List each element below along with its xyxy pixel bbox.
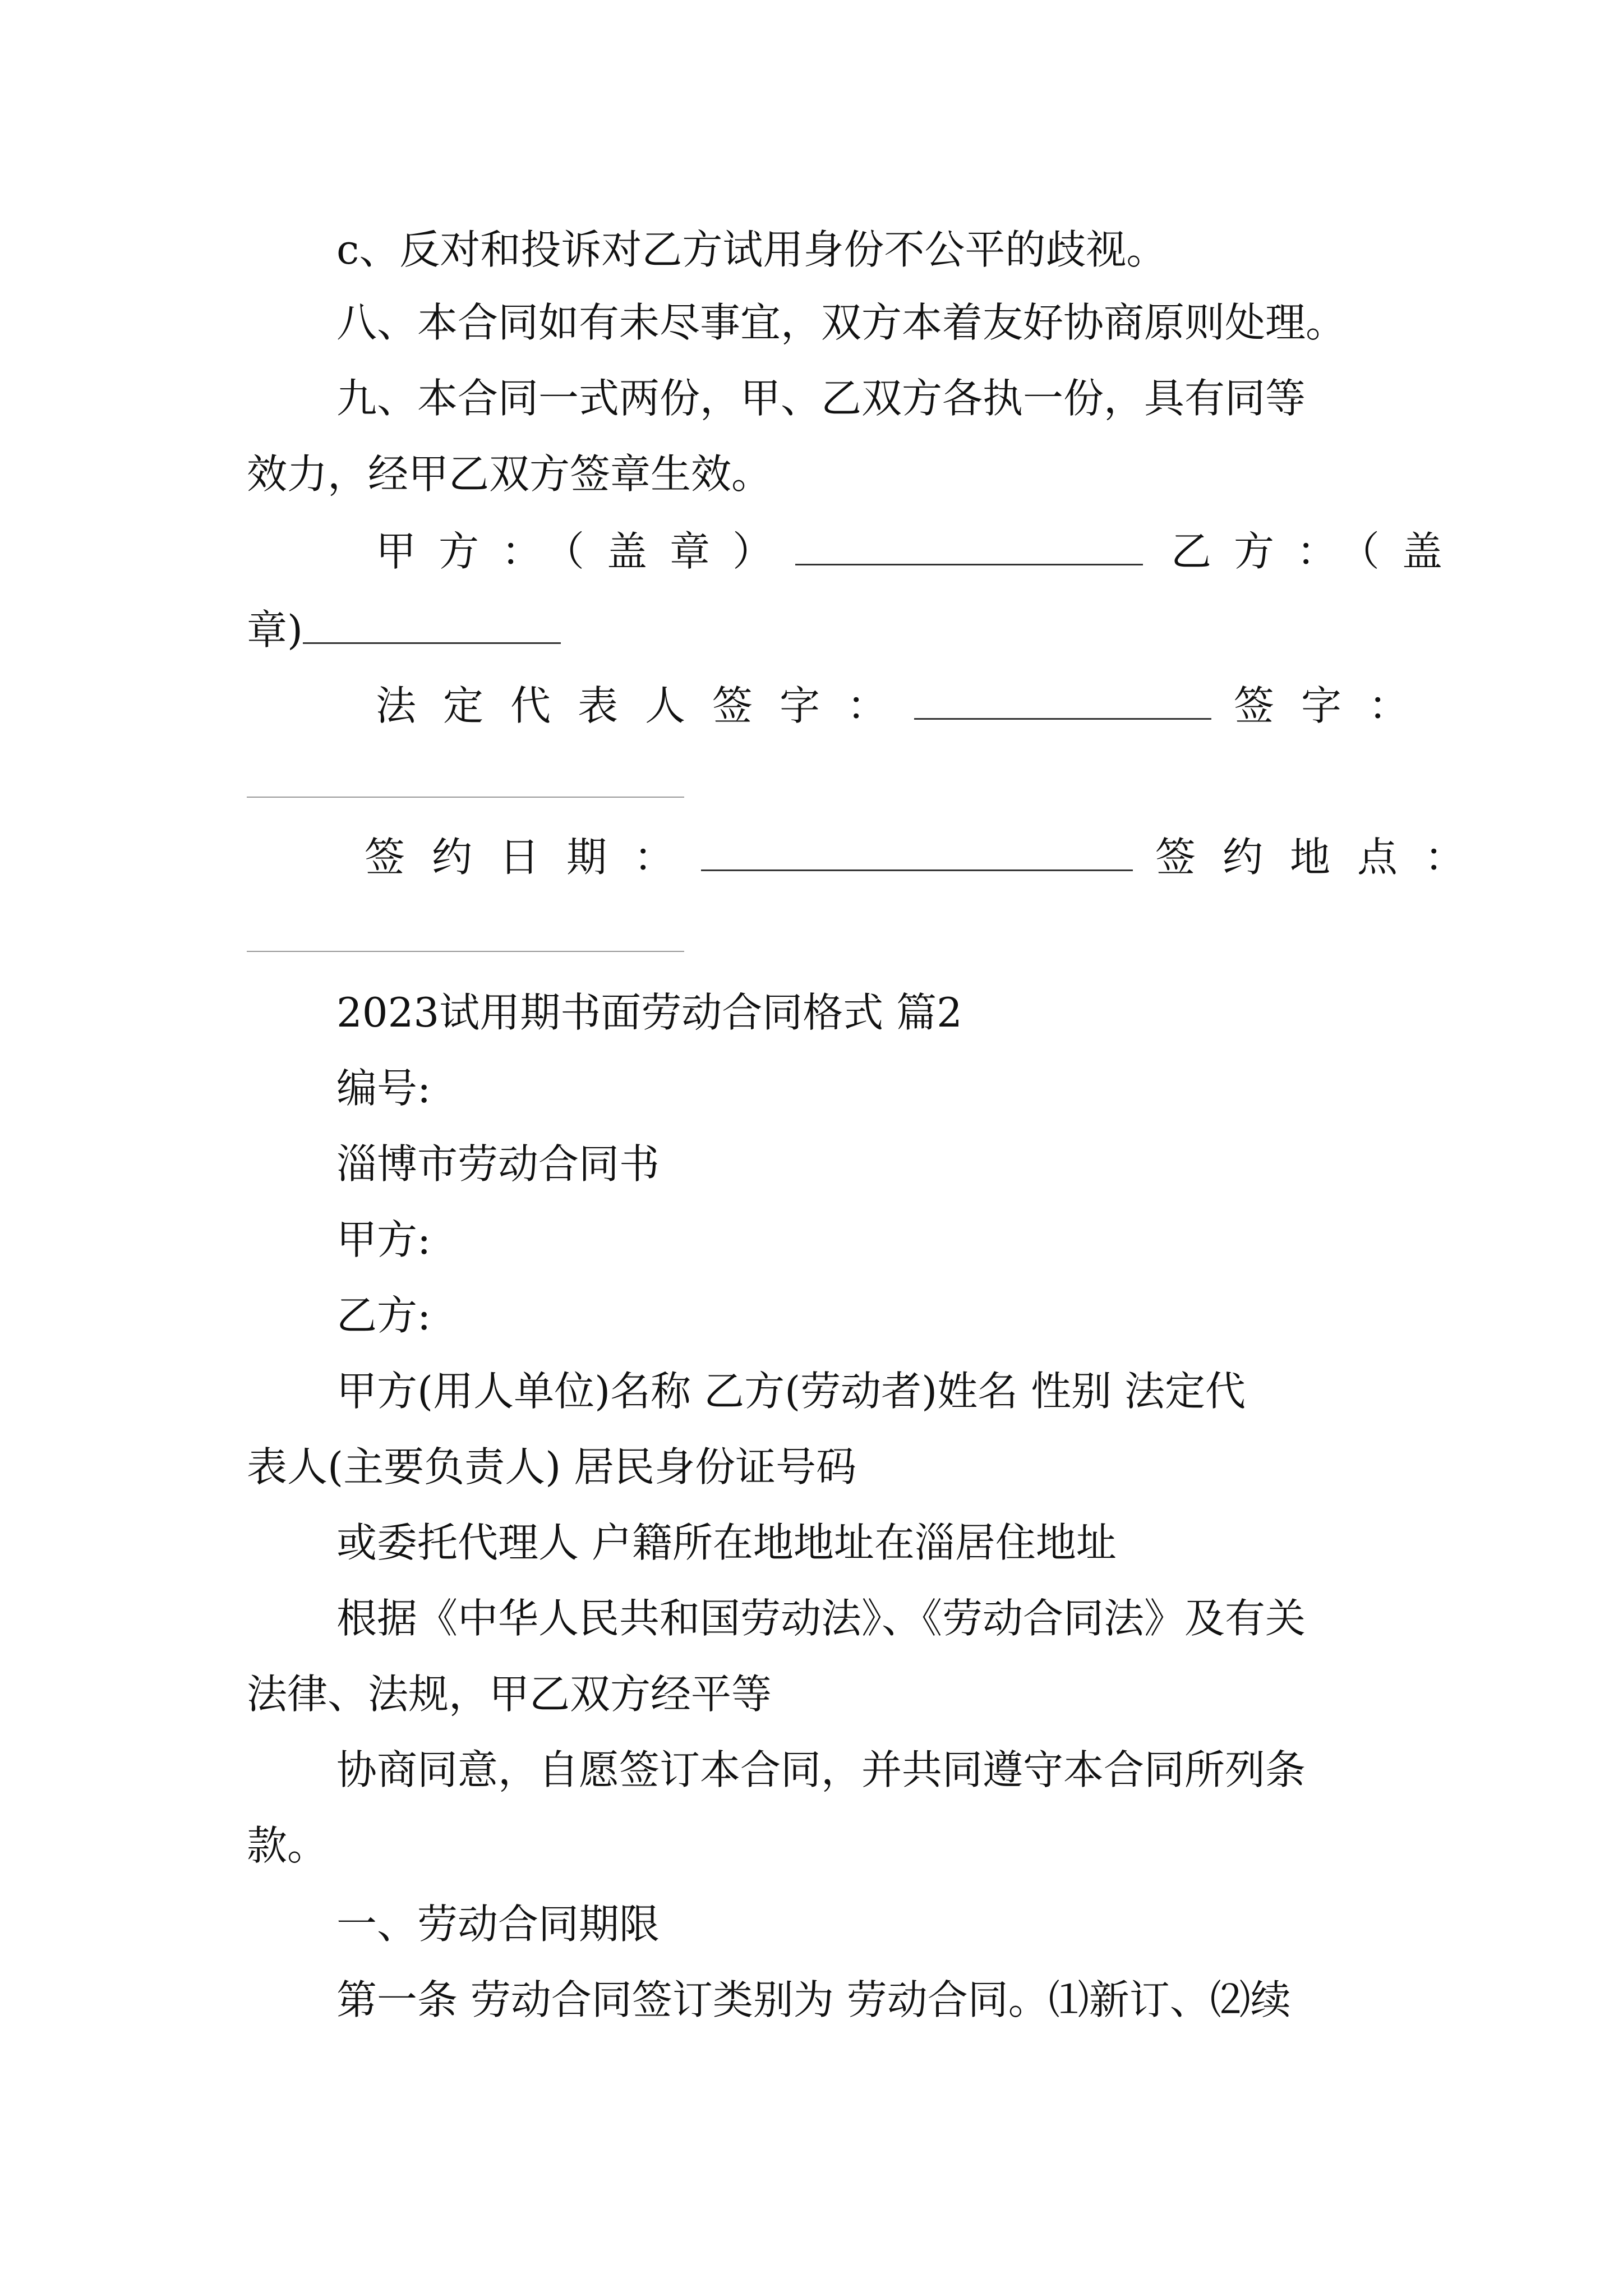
party-b-blank bbox=[303, 603, 561, 644]
signature-party-row bbox=[247, 524, 1465, 577]
party-a-blank bbox=[795, 524, 1143, 565]
title-contract-2: 2023试用期书面劳动合同格式 篇2 bbox=[336, 989, 962, 1036]
sign-blank bbox=[247, 797, 684, 798]
legal-rep-label: 法定代表人签字： bbox=[376, 682, 915, 729]
fields-line3: 或委托代理人 户籍所在地地址在淄居住地址 bbox=[336, 1519, 1117, 1566]
clause-9-line1: 九、本合同一式两份，甲、乙双方各执一份，具有同等 bbox=[336, 375, 1306, 422]
agree-line1: 协商同意，自愿签订本合同，并共同遵守本合同所列条 bbox=[336, 1746, 1306, 1793]
fields-line1: 甲方(用人单位)名称 乙方(劳动者)姓名 性别 法定代 bbox=[336, 1368, 1246, 1415]
basis-line2: 法律、法规，甲乙双方经平等 bbox=[247, 1671, 772, 1718]
agree-line2: 款。 bbox=[247, 1822, 328, 1869]
party-b-heading: 乙方: bbox=[336, 1292, 431, 1339]
clause-c: c、反对和投诉对乙方试用身份不公平的歧视。 bbox=[336, 226, 1167, 273]
fields-line2: 表人(主要负责人) 居民身份证号码 bbox=[247, 1443, 857, 1490]
date-blank bbox=[701, 830, 1133, 871]
sign-label: 签字： bbox=[1234, 682, 1436, 729]
clause-9-line2: 效力，经甲乙双方签章生效。 bbox=[247, 450, 772, 498]
basis-line1: 根据《中华人民共和国劳动法》、《劳动合同法》及有关 bbox=[336, 1595, 1306, 1642]
clause-8: 八、本合同如有未尽事宜，双方本着友好协商原则处理。 bbox=[336, 299, 1347, 346]
place-blank bbox=[247, 951, 684, 952]
date-label: 签约日期： bbox=[365, 834, 702, 881]
article-1: 第一条 劳动合同签订类别为 劳动合同。⑴新订、⑵续 bbox=[336, 1976, 1291, 2023]
signature-legal-row bbox=[247, 679, 1436, 731]
party-a-label: 甲方：（盖章） bbox=[376, 528, 796, 575]
signature-party-b-cont bbox=[247, 603, 1391, 655]
place-label: 签约地点： bbox=[1155, 834, 1492, 881]
party-b-label-cont: 章) bbox=[247, 606, 303, 654]
party-a-heading: 甲方: bbox=[336, 1216, 431, 1263]
legal-rep-blank bbox=[914, 679, 1211, 720]
party-b-label: 乙方：（盖 bbox=[1171, 528, 1465, 575]
number-label: 编号: bbox=[336, 1065, 431, 1112]
contract-book-title: 淄博市劳动合同书 bbox=[336, 1140, 660, 1188]
section-1-heading: 一、劳动合同期限 bbox=[336, 1901, 660, 1948]
signature-date-row bbox=[247, 830, 1492, 882]
